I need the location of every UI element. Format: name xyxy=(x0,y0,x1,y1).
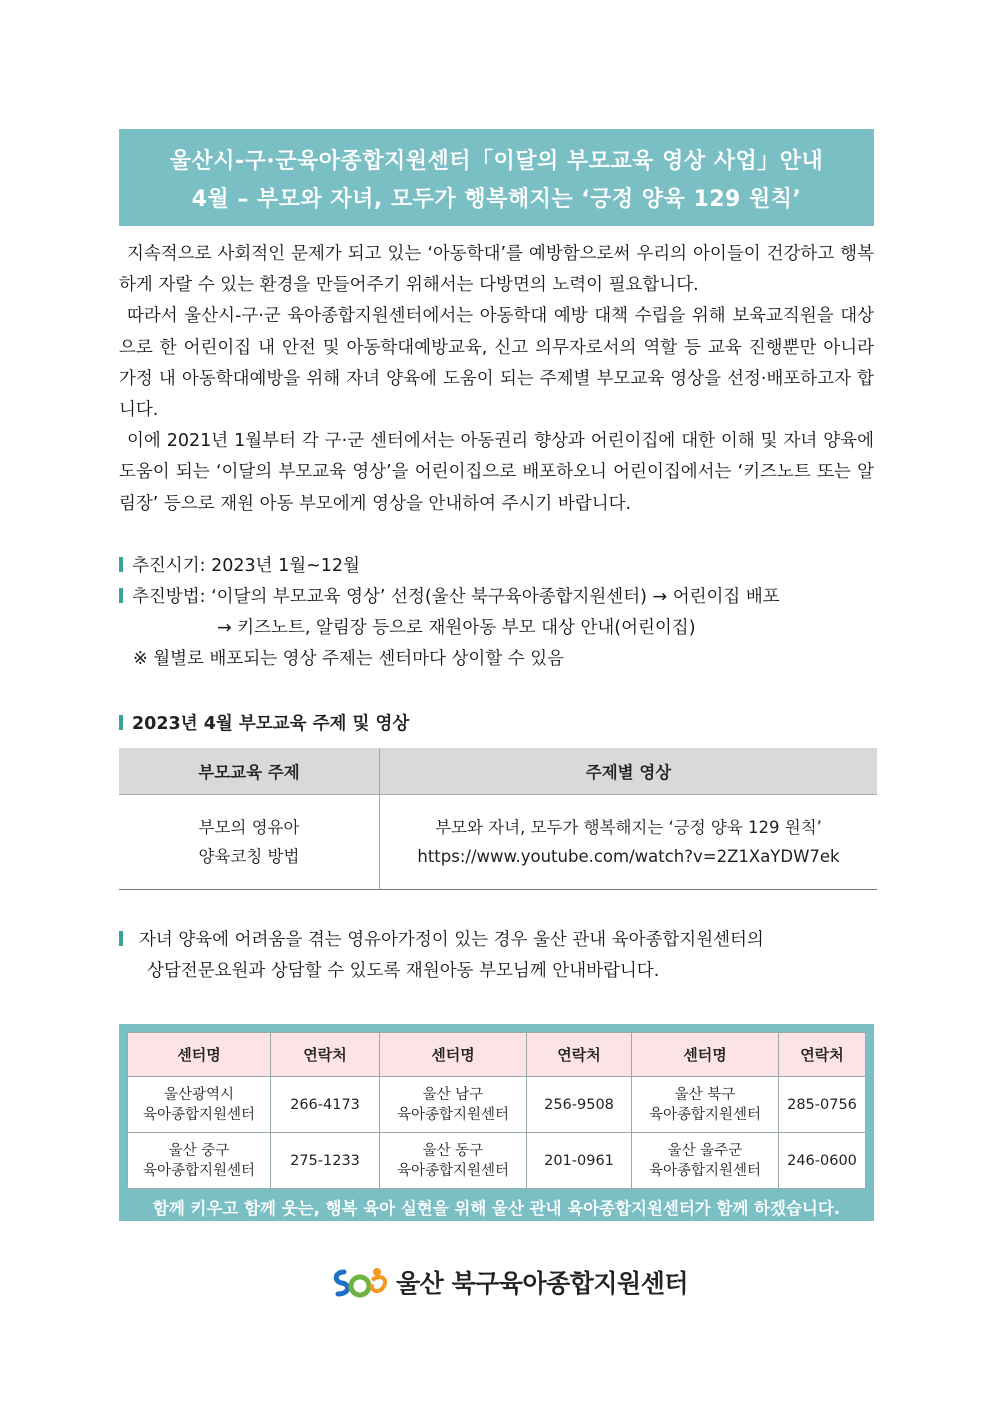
bullet-bar-icon xyxy=(119,557,123,572)
video-column-header: 주제별 영상 xyxy=(380,748,878,795)
phone-cell: 275-1233 xyxy=(271,1133,380,1189)
intro-text xyxy=(119,239,874,520)
center-name-header: 센터명 xyxy=(128,1033,271,1077)
center-name-line-1: 울산 동구 xyxy=(422,1142,484,1159)
center-name-line-1: 울산 중구 xyxy=(168,1142,230,1159)
bullet-bar-icon xyxy=(119,588,123,603)
center-name-line-2: 육아종합지원센터 xyxy=(648,1162,762,1179)
center-name-cell xyxy=(128,1077,271,1133)
center-name-header: 센터명 xyxy=(632,1033,779,1077)
notice-line-2: 상담전문요원과 상담할 수 있도록 재원아동 부모님께 안내바랍니다. xyxy=(147,961,660,981)
intro-paragraph-2: 따라서 울산시-구·군 육아종합지원센터에서는 아동학대 예방 대책 수립을 위해 보육교직원을 대상으로 한 어린이집 내 안전 및 아동학대예방교육, 신고 의무자로서의 역할 등 교육 진행뿐만 아니라 가정 내 아동학대예방을 위해 자녀 양육에 도움이 되는 주제별 부모교육 영상을 선정·배포하고자 합니다. xyxy=(119,306,874,421)
plan-note: ※ 월별로 배포되는 영상 주제는 센터마다 상이할 수 있음 xyxy=(133,649,565,669)
center-name-cell xyxy=(632,1077,779,1133)
center-name-line-1: 울산 남구 xyxy=(422,1086,484,1103)
intro-paragraph-3: 이에 2021년 1월부터 각 구·군 센터에서는 아동권리 향상과 어린이집에 대한 이해 및 자녀 양육에 도움이 되는 ‘이달의 부모교육 영상’을 어린이집으로 배포하오니 어린이집에서는 ‘키즈노트 또는 알림장’ 등으로 재원 아동 부모에게 영상을 안내하여 주시기 바랍니다. xyxy=(119,431,874,514)
topic-line-2: 양육코칭 방법 xyxy=(198,847,300,866)
title-line-2: 4월 – 부모와 자녀, 모두가 행복해지는 ‘긍정 양육 129 원칙’ xyxy=(191,187,802,212)
bullet-bar-icon xyxy=(119,715,123,730)
phone-header: 연락처 xyxy=(271,1033,380,1077)
center-name-line-1: 울산 울주군 xyxy=(667,1142,743,1159)
center-name-header: 센터명 xyxy=(380,1033,527,1077)
notice-line-1-row xyxy=(119,925,879,956)
center-name-cell xyxy=(380,1133,527,1189)
plan-period-row xyxy=(119,551,879,582)
plan-method-line-1: 추진방법: ‘이달의 부모교육 영상’ 선정(울산 북구육아종합지원센터) → 어린이집 배포 xyxy=(132,587,780,607)
video-title: 부모와 자녀, 모두가 행복해지는 ‘긍정 양육 129 원칙’ xyxy=(435,818,822,837)
center-name-line-2: 육아종합지원센터 xyxy=(396,1162,510,1179)
center-name-line-2: 육아종합지원센터 xyxy=(142,1162,256,1179)
topic-table-row xyxy=(119,795,877,890)
topic-column-header: 부모교육 주제 xyxy=(119,748,380,795)
topic-table-header xyxy=(119,748,877,795)
intro-paragraph-1: 지속적으로 사회적인 문제가 되고 있는 ‘아동학대’를 예방함으로써 우리의 아이들이 건강하고 행복하게 자랄 수 있는 환경을 만들어주기 위해서는 다방면의 노력이 필요합니다. xyxy=(119,244,874,296)
phone-cell: 201-0961 xyxy=(527,1133,632,1189)
center-logo-icon xyxy=(330,1262,390,1302)
topic-line-1: 부모의 영유아 xyxy=(198,818,300,837)
phone-cell: 256-9508 xyxy=(527,1077,632,1133)
logo-text: 울산 북구육아종합지원센터 xyxy=(396,1269,689,1298)
phone-header: 연락처 xyxy=(527,1033,632,1077)
counseling-notice xyxy=(119,925,879,987)
plan-method-line-2: → 키즈노트, 알림장 등으로 재원아동 부모 대상 안내(어린이집) xyxy=(217,618,696,638)
video-link[interactable]: https://www.youtube.com/watch?v=2Z1XaYDW7ek xyxy=(417,847,840,866)
notice-line-1: 자녀 양육에 어려움을 겪는 영유아가정이 있는 경우 울산 관내 육아종합지원센터의 xyxy=(139,930,764,950)
topic-section-heading xyxy=(119,710,409,735)
phone-cell: 246-0600 xyxy=(779,1133,866,1189)
center-name-cell xyxy=(380,1077,527,1133)
plan-section xyxy=(119,551,879,675)
plan-method-row xyxy=(119,582,879,613)
phone-cell: 285-0756 xyxy=(779,1077,866,1133)
video-cell xyxy=(380,795,878,890)
topic-table xyxy=(119,748,877,890)
center-logo xyxy=(330,1262,688,1302)
bullet-bar-icon xyxy=(119,931,123,946)
center-name-line-2: 육아종합지원센터 xyxy=(142,1106,256,1123)
center-name-cell xyxy=(632,1133,779,1189)
center-name-line-1: 울산광역시 xyxy=(163,1086,235,1103)
contact-panel xyxy=(119,1024,874,1221)
plan-period: 추진시기: 2023년 1월~12월 xyxy=(132,556,360,576)
contact-table-header xyxy=(128,1033,866,1077)
center-name-cell xyxy=(128,1133,271,1189)
topic-cell xyxy=(119,795,380,890)
topic-heading-text: 2023년 4월 부모교육 주제 및 영상 xyxy=(132,714,410,734)
contact-row xyxy=(128,1077,866,1133)
contact-row xyxy=(128,1133,866,1189)
phone-header: 연락처 xyxy=(779,1033,866,1077)
contact-table xyxy=(127,1032,866,1189)
phone-cell: 266-4173 xyxy=(271,1077,380,1133)
title-banner xyxy=(119,129,874,226)
title-line-1: 울산시-구·군육아종합지원센터「이달의 부모교육 영상 사업」안내 xyxy=(169,149,824,174)
center-name-line-1: 울산 북구 xyxy=(674,1086,736,1103)
center-name-line-2: 육아종합지원센터 xyxy=(396,1106,510,1123)
contact-footer-slogan: 함께 키우고 함께 웃는, 행복 육아 실현을 위해 울산 관내 육아종합지원센터가 함께 하겠습니다. xyxy=(152,1199,841,1218)
center-name-line-2: 육아종합지원센터 xyxy=(648,1106,762,1123)
